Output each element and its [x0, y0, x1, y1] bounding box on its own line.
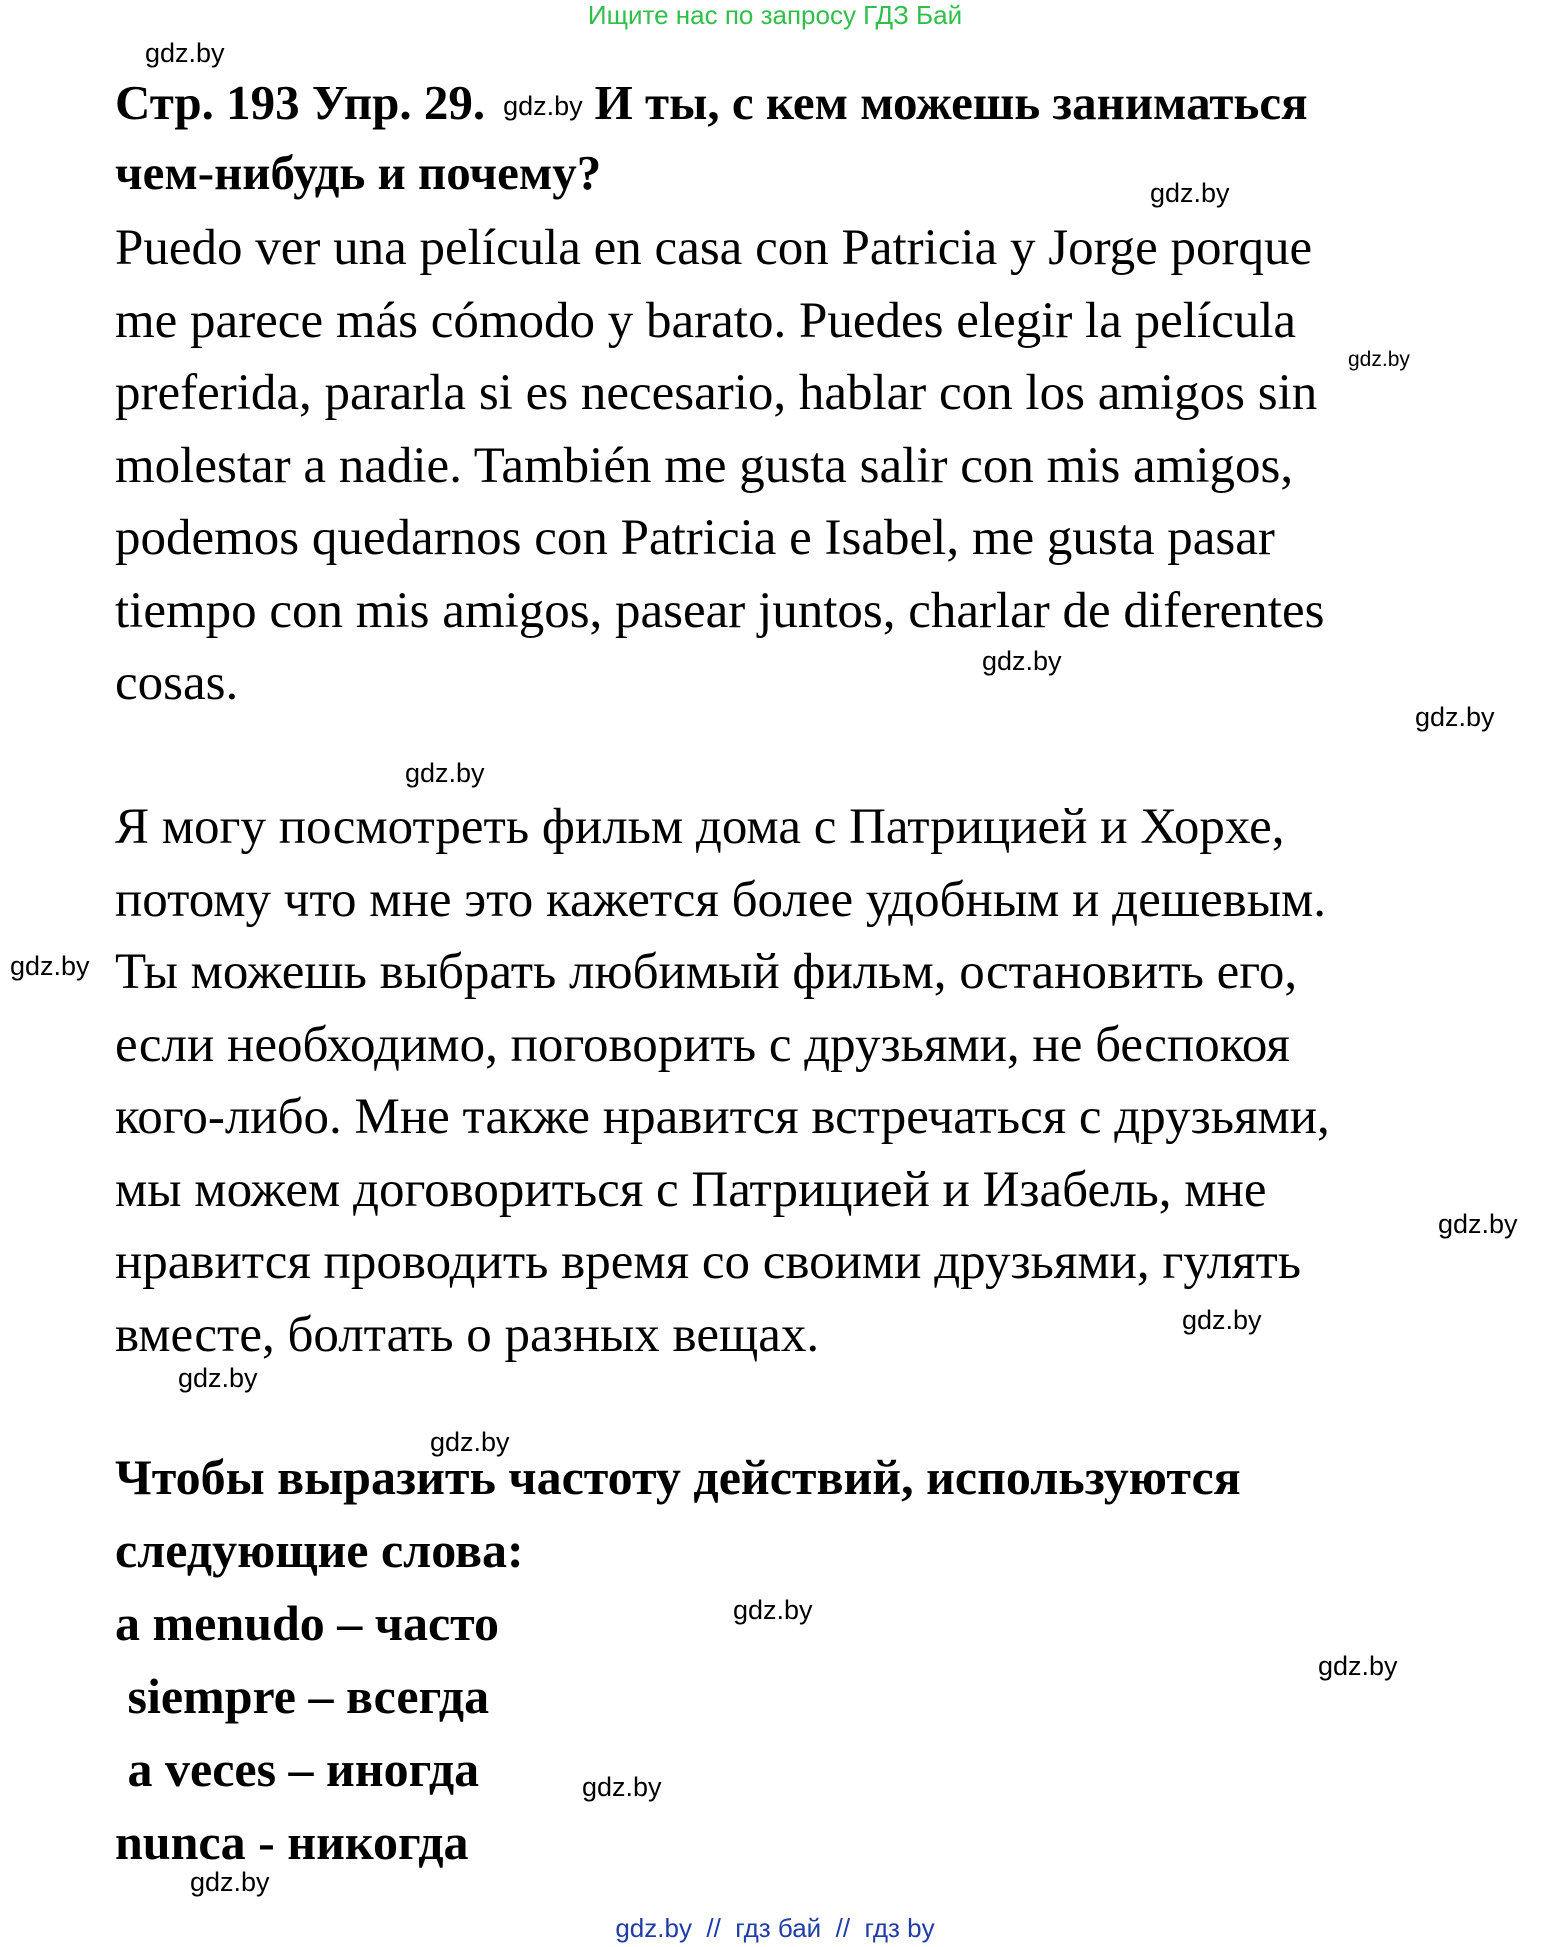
russian-translation	[115, 791, 1535, 1371]
vocab-item: nunca - никогда	[115, 1814, 469, 1870]
frequency-vocabulary	[115, 1441, 1241, 1879]
text-line: кого-либо. Мне также нравится встречаться с друзьями,	[115, 1089, 1330, 1145]
text-line: Puedo ver una película en casa con Patricia y Jorge porque	[115, 220, 1313, 276]
text-line: podemos quedarnos con Patricia e Isabel, me gusta pasar	[115, 510, 1275, 566]
watermark: gdz.by	[1348, 348, 1410, 371]
text-line: molestar a nadie. También me gusta salir con mis amigos,	[115, 437, 1294, 494]
text-line: вместе, болтать о разных вещах.	[115, 1306, 820, 1363]
watermark: gdz.by	[1318, 1651, 1398, 1681]
watermark: gdz.by	[733, 1595, 813, 1625]
vocab-intro: Чтобы выразить частоту действий, используются	[115, 1449, 1241, 1505]
text-line: preferida, pararla si es necesario, hablar con los amigos sin	[115, 365, 1318, 421]
text-line: нравится проводить время со своими друзьями, гулять	[115, 1234, 1302, 1290]
footer-watermark: gdz.by // гдз бай // гдз by	[615, 1913, 935, 1943]
watermark: gdz.by	[190, 1867, 270, 1897]
text-line: потому что мне это кажется более удобным и дешевым.	[115, 871, 1327, 928]
watermark: gdz.by	[405, 758, 485, 788]
text-line: tiempo con mis amigos, pasear juntos, charlar de diferentes	[115, 582, 1325, 639]
watermark: gdz.by	[1182, 1305, 1262, 1335]
text-line: если необходимо, поговорить с друзьями, не беспокоя	[115, 1016, 1290, 1073]
vocab-item: a menudo – часто	[115, 1595, 500, 1651]
watermark: gdz.by	[178, 1363, 258, 1393]
watermark: gdz.by	[503, 91, 583, 121]
top-banner: Ищите нас по запросу ГДЗ Бай	[587, 0, 963, 30]
vocab-intro: следующие слова:	[115, 1522, 524, 1578]
watermark: gdz.by	[430, 1427, 510, 1457]
spanish-answer	[115, 212, 1535, 720]
text-line: cosas.	[115, 655, 239, 711]
heading-question: И ты, с кем можешь заниматься	[594, 75, 1308, 130]
text-line: me parece más cómodo y barato. Puedes elegir la película	[115, 292, 1297, 349]
watermark: gdz.by	[145, 38, 225, 68]
watermark: gdz.by	[10, 951, 90, 981]
watermark: gdz.by	[1415, 702, 1495, 732]
text-line: мы можем договориться с Патрицией и Изабель, мне	[115, 1161, 1267, 1218]
vocab-item: a veces – иногда	[115, 1741, 480, 1797]
text-line: Я могу посмотреть фильм дома с Патрицией и Хорхе,	[115, 799, 1285, 855]
vocab-item: siempre – всегда	[115, 1668, 490, 1724]
exercise-heading	[115, 72, 1308, 141]
watermark: gdz.by	[1438, 1209, 1518, 1239]
heading-question-continued: чем-нибудь и почему?	[115, 145, 602, 200]
watermark: gdz.by	[982, 646, 1062, 676]
watermark: gdz.by	[1150, 178, 1230, 208]
watermark: gdz.by	[582, 1772, 662, 1802]
text-line: Ты можешь выбрать любимый фильм, остановить его,	[115, 944, 1298, 1000]
heading-page-ref: Стр. 193 Упр. 29.	[115, 75, 486, 130]
